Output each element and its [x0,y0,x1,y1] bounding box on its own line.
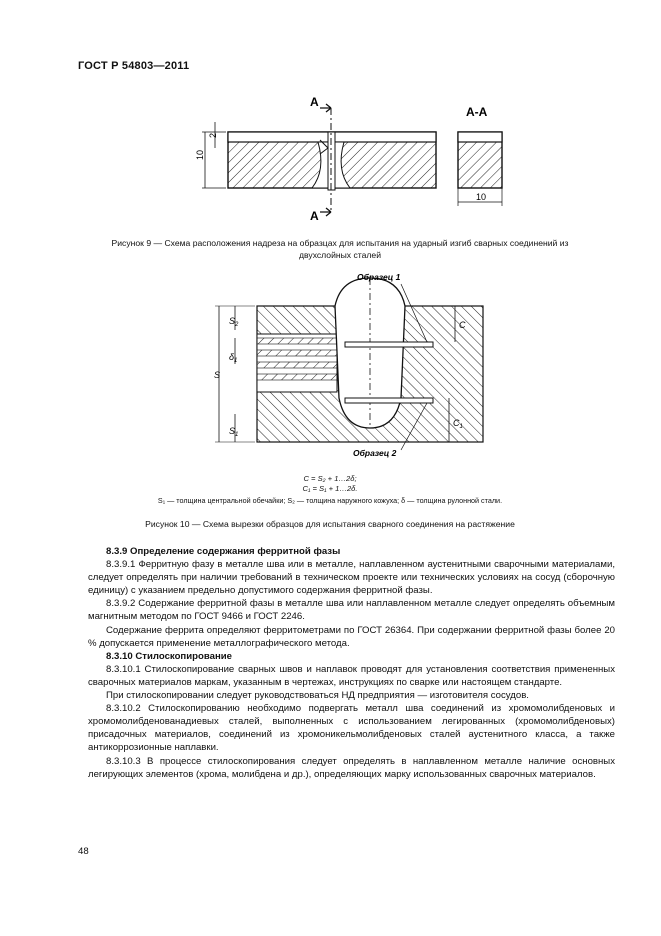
dim-c: C [459,320,466,330]
specimen-1 [345,342,433,347]
dim-s: S [214,370,221,380]
section-marker-top: А [310,95,319,109]
para-ferrite: Содержание феррита определяют ферритометрами по ГОСТ 26364. При содержании ферритной фазы более 20 % допускается применение металлографического метода. [88,624,615,649]
heading-8-3-10: 8.3.10 Стилоскопирование [106,650,232,662]
para-8-3-9-1: 8.3.9.1 Ферритную фазу в металле шва или в металле, наплавленном аустенитными сварочными материалами, следует определять при наличии требований в техническом проекте или технических условиях на сосуд (сборочную единицу) с указанием предельно допустимого содержания ферритной фазы. [88,559,615,597]
section-title: А-А [466,105,488,119]
dim-c1: $C_1$ [453,418,463,430]
para-8-3-10-3: 8.3.10.3 В процессе стилоскопирования следует определять в наплавленном металле наличие основных легирующих элементов (хрома, молибдена и др.), определяющих марку использованных сварочных материалов. [88,755,615,780]
label-sample-2: Образец 2 [353,448,397,458]
heading-8-3-9: 8.3.9 Определение содержания ферритной фазы [106,546,341,557]
dim-s1: $S_1$ [229,426,239,438]
figure-10-caption: Рисунок 10 — Схема вырезки образцов для испытания сварного соединения на растяжение [145,519,515,529]
figure-10-specimen-cut-diagram [205,268,495,468]
para-8-3-10-2: 8.3.10.2 Стилоскопированию необходимо подвергать металл шва соединений из хромомолибденовых и хромомолибденованадиевых сталей, выполненных с использованием легированных (хромомолибденовых) присадочных материалов, соединений из хромоникельмолибденовых сталей аустенитного класса, а также антикоррозионные наплавки. [88,703,615,754]
dim-notch-depth: 2 [208,132,218,138]
para-8-3-9-2: 8.3.9.2 Содержание ферритной фазы в металле шва или наплавленном металле следует определять объемным магнитным методом по ГОСТ 9466 и ГОСТ 2246. [88,598,615,623]
dim-height: 10 [195,149,205,160]
figure-9-caption: Рисунок 9 — Схема расположения надреза на образцах для испытания на ударный изгиб сварных соединений из двухслойных сталей [111,238,569,260]
document-header: ГОСТ Р 54803—2011 [78,60,190,72]
figure-9-notch-diagram [180,92,520,224]
para-8-3-10-1: 8.3.10.1 Стилоскопирование сварных швов и наплавок проводят для установления соответствия примененных сварочных материалов маркам, указанным в чертежах, инструкциях по сварке или настоящем стандарте. [88,663,615,688]
dim-width: 10 [476,192,487,202]
body-text [88,545,615,781]
page-number: 48 [78,846,89,857]
figure-10-legend: S₁ — толщина центральной обечайки; S₂ — толщина наружного кожуха; δ — толщина рулонной стали. [157,496,503,505]
specimen-2 [345,398,433,403]
label-sample-1: Образец 1 [357,272,401,282]
para-guide: При стилоскопировании следует руководствоваться НД предприятия — изготовителя сосудов. [106,690,529,702]
dim-s2: $S_2$ [229,316,239,328]
dim-delta: $\delta_1$ [229,352,238,364]
figure-10-formulas: C = S₂ + 1…2δ; C₁ = S₁ + 1…2δ. [302,474,358,493]
section-marker-bottom: А [310,209,319,223]
